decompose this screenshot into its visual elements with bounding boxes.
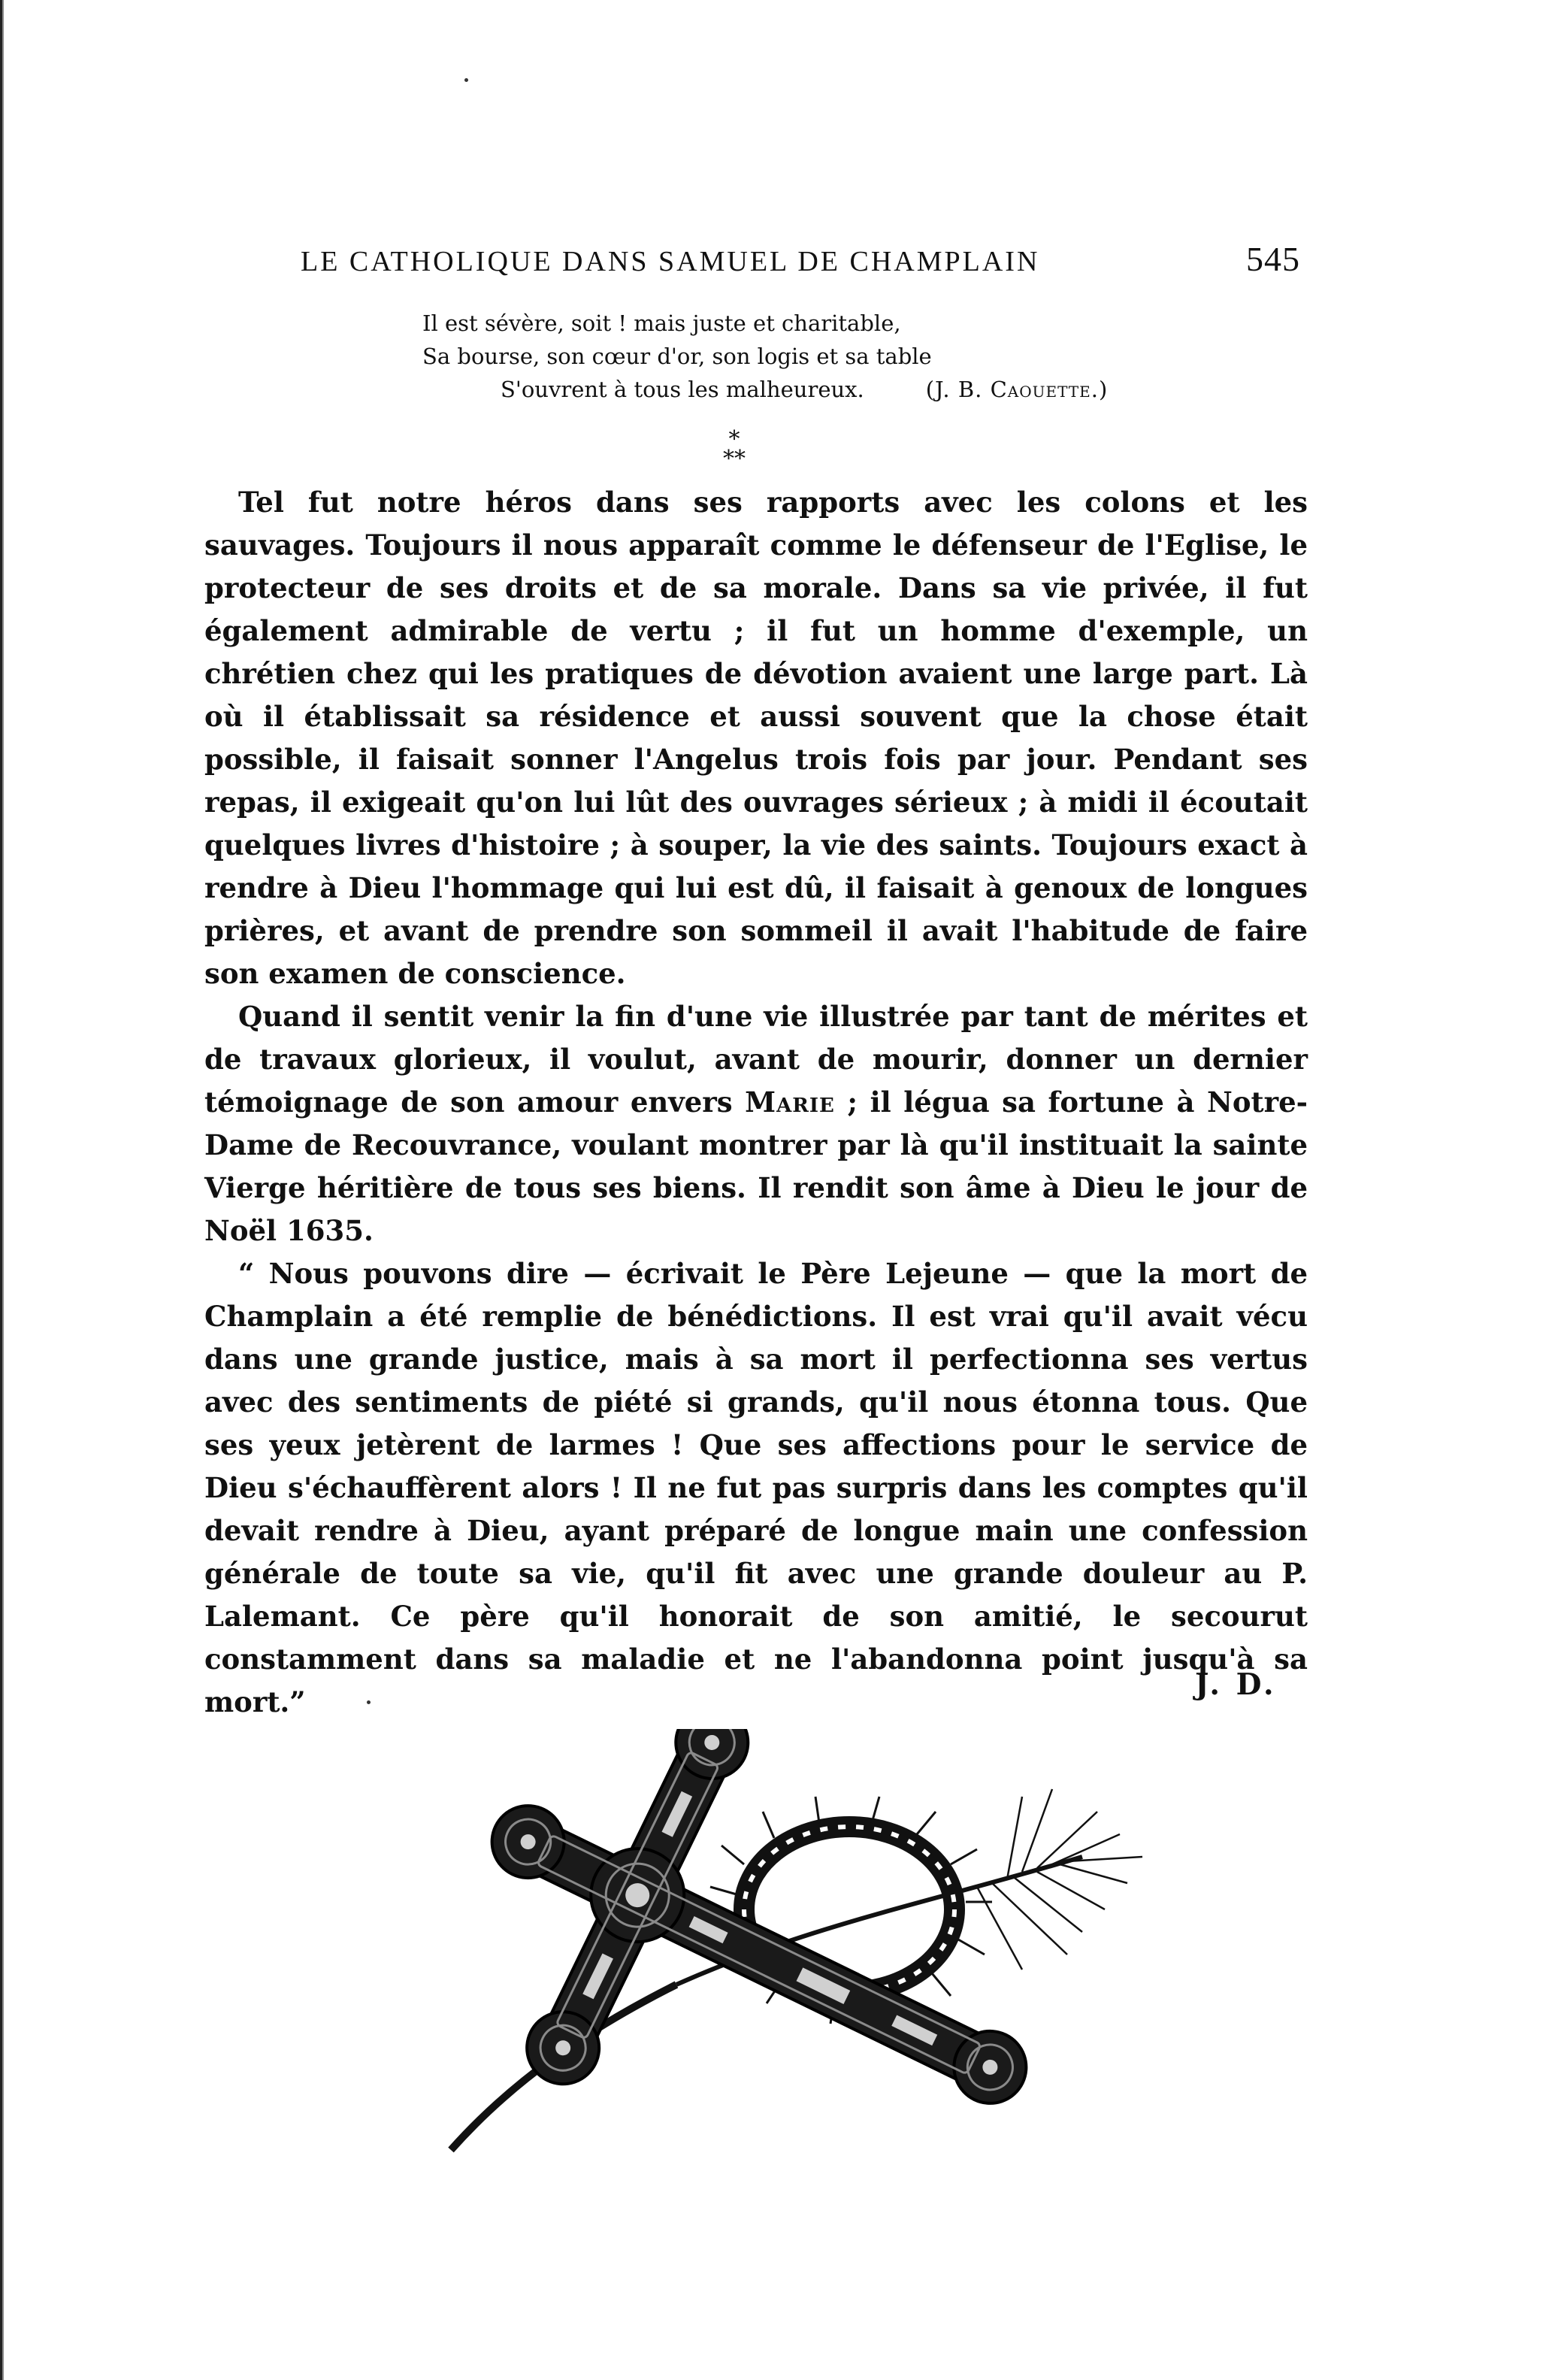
- poem-attribution: (J. B. Caouette.): [925, 377, 1109, 402]
- ornate-cross: [405, 1729, 1112, 2180]
- asterism-bottom: **: [723, 446, 746, 472]
- paragraph-2: [204, 995, 1308, 1252]
- paragraph-2-start: Quand il sentit venir la fin d'une vie illustrée par tant de mérites et de travaux glorieux, il voulut, avant de mourir, donner un dernier témoignage de son amour envers: [204, 1000, 1308, 1119]
- poem-line-1: Il est sévère, soit ! mais juste et charitable,: [422, 310, 901, 336]
- asterism-ornament: [723, 426, 746, 472]
- epigraph-poem: [422, 307, 1309, 406]
- paragraph-3-quote: “ Nous pouvons dire — écrivait le Père Lejeune — que la mort de Champlain a été remplie de bénédictions. Il est vrai qu'il avait vécu dans une grande justice, mais à sa mort il perfectionna ses vertus avec des sentiments de piété si grands, qu'il nous étonna tous. Que ses yeux jetèrent de larmes ! Que ses affections pour le service de Dieu s'échauffèrent alors ! Il ne fut pas surpris dans les comptes qu'il devait rendre à Dieu, ayant préparé de longue main une confession générale de toute sa vie, qu'il fit avec une grande douleur au P. Lalemant. Ce père qu'il honorait de son amitié, le secourut constamment dans sa maladie et ne l'abandonna point jusqu'à sa mort.”: [204, 1257, 1308, 1718]
- running-head: [301, 239, 1300, 279]
- author-signature: J. D.: [1195, 1667, 1277, 1702]
- page-left-edge: [0, 0, 8, 2380]
- cross-crown-of-thorns-illustration: [361, 1729, 1195, 2180]
- speck-mark: [367, 1700, 371, 1704]
- poem-line-2: Sa bourse, son cœur d'or, son logis et sa table: [422, 344, 932, 369]
- asterism-top: *: [728, 426, 740, 453]
- paragraph-1: Tel fut notre héros dans ses rapports avec les colons et les sauvages. Toujours il nous apparaît comme le défenseur de l'Eglise, le protecteur de ses droits et de sa morale. Dans sa vie privée, il fut également admirable de vertu ; il fut un homme d'exemple, un chrétien chez qui les pratiques de dévotion avaient une large part. Là où il établissait sa résidence et aussi souvent que la chose était possible, il faisait sonner l'Angelus trois fois par jour. Pendant ses repas, il exigeait qu'on lui lût des ouvrages sérieux ; à midi il écoutait quelques livres d'histoire ; à souper, la vie des saints. Toujours exact à rendre à Dieu l'hommage qui lui est dû, il faisait à genoux de longues prières, et avant de prendre son sommeil il avait l'habitude de faire son examen de conscience.: [204, 486, 1308, 990]
- article-body: [204, 481, 1308, 1724]
- page-number: 545: [1246, 240, 1300, 278]
- poem-line-3: S'ouvrent à tous les malheureux.: [501, 377, 864, 402]
- poem-line-3-row: [422, 373, 1309, 406]
- paragraph-2-end: ; il légua sa fortune à Notre-Dame de Recouvrance, voulant montrer par là qu'il instituait la sainte Vierge héritière de tous ses biens. Il rendit son âme à Dieu le jour de Noël 1635.: [204, 1086, 1308, 1247]
- running-title: LE CATHOLIQUE DANS SAMUEL DE CHAMPLAIN: [301, 246, 1040, 277]
- name-marie: Marie: [745, 1086, 835, 1119]
- speck-mark: [464, 78, 468, 82]
